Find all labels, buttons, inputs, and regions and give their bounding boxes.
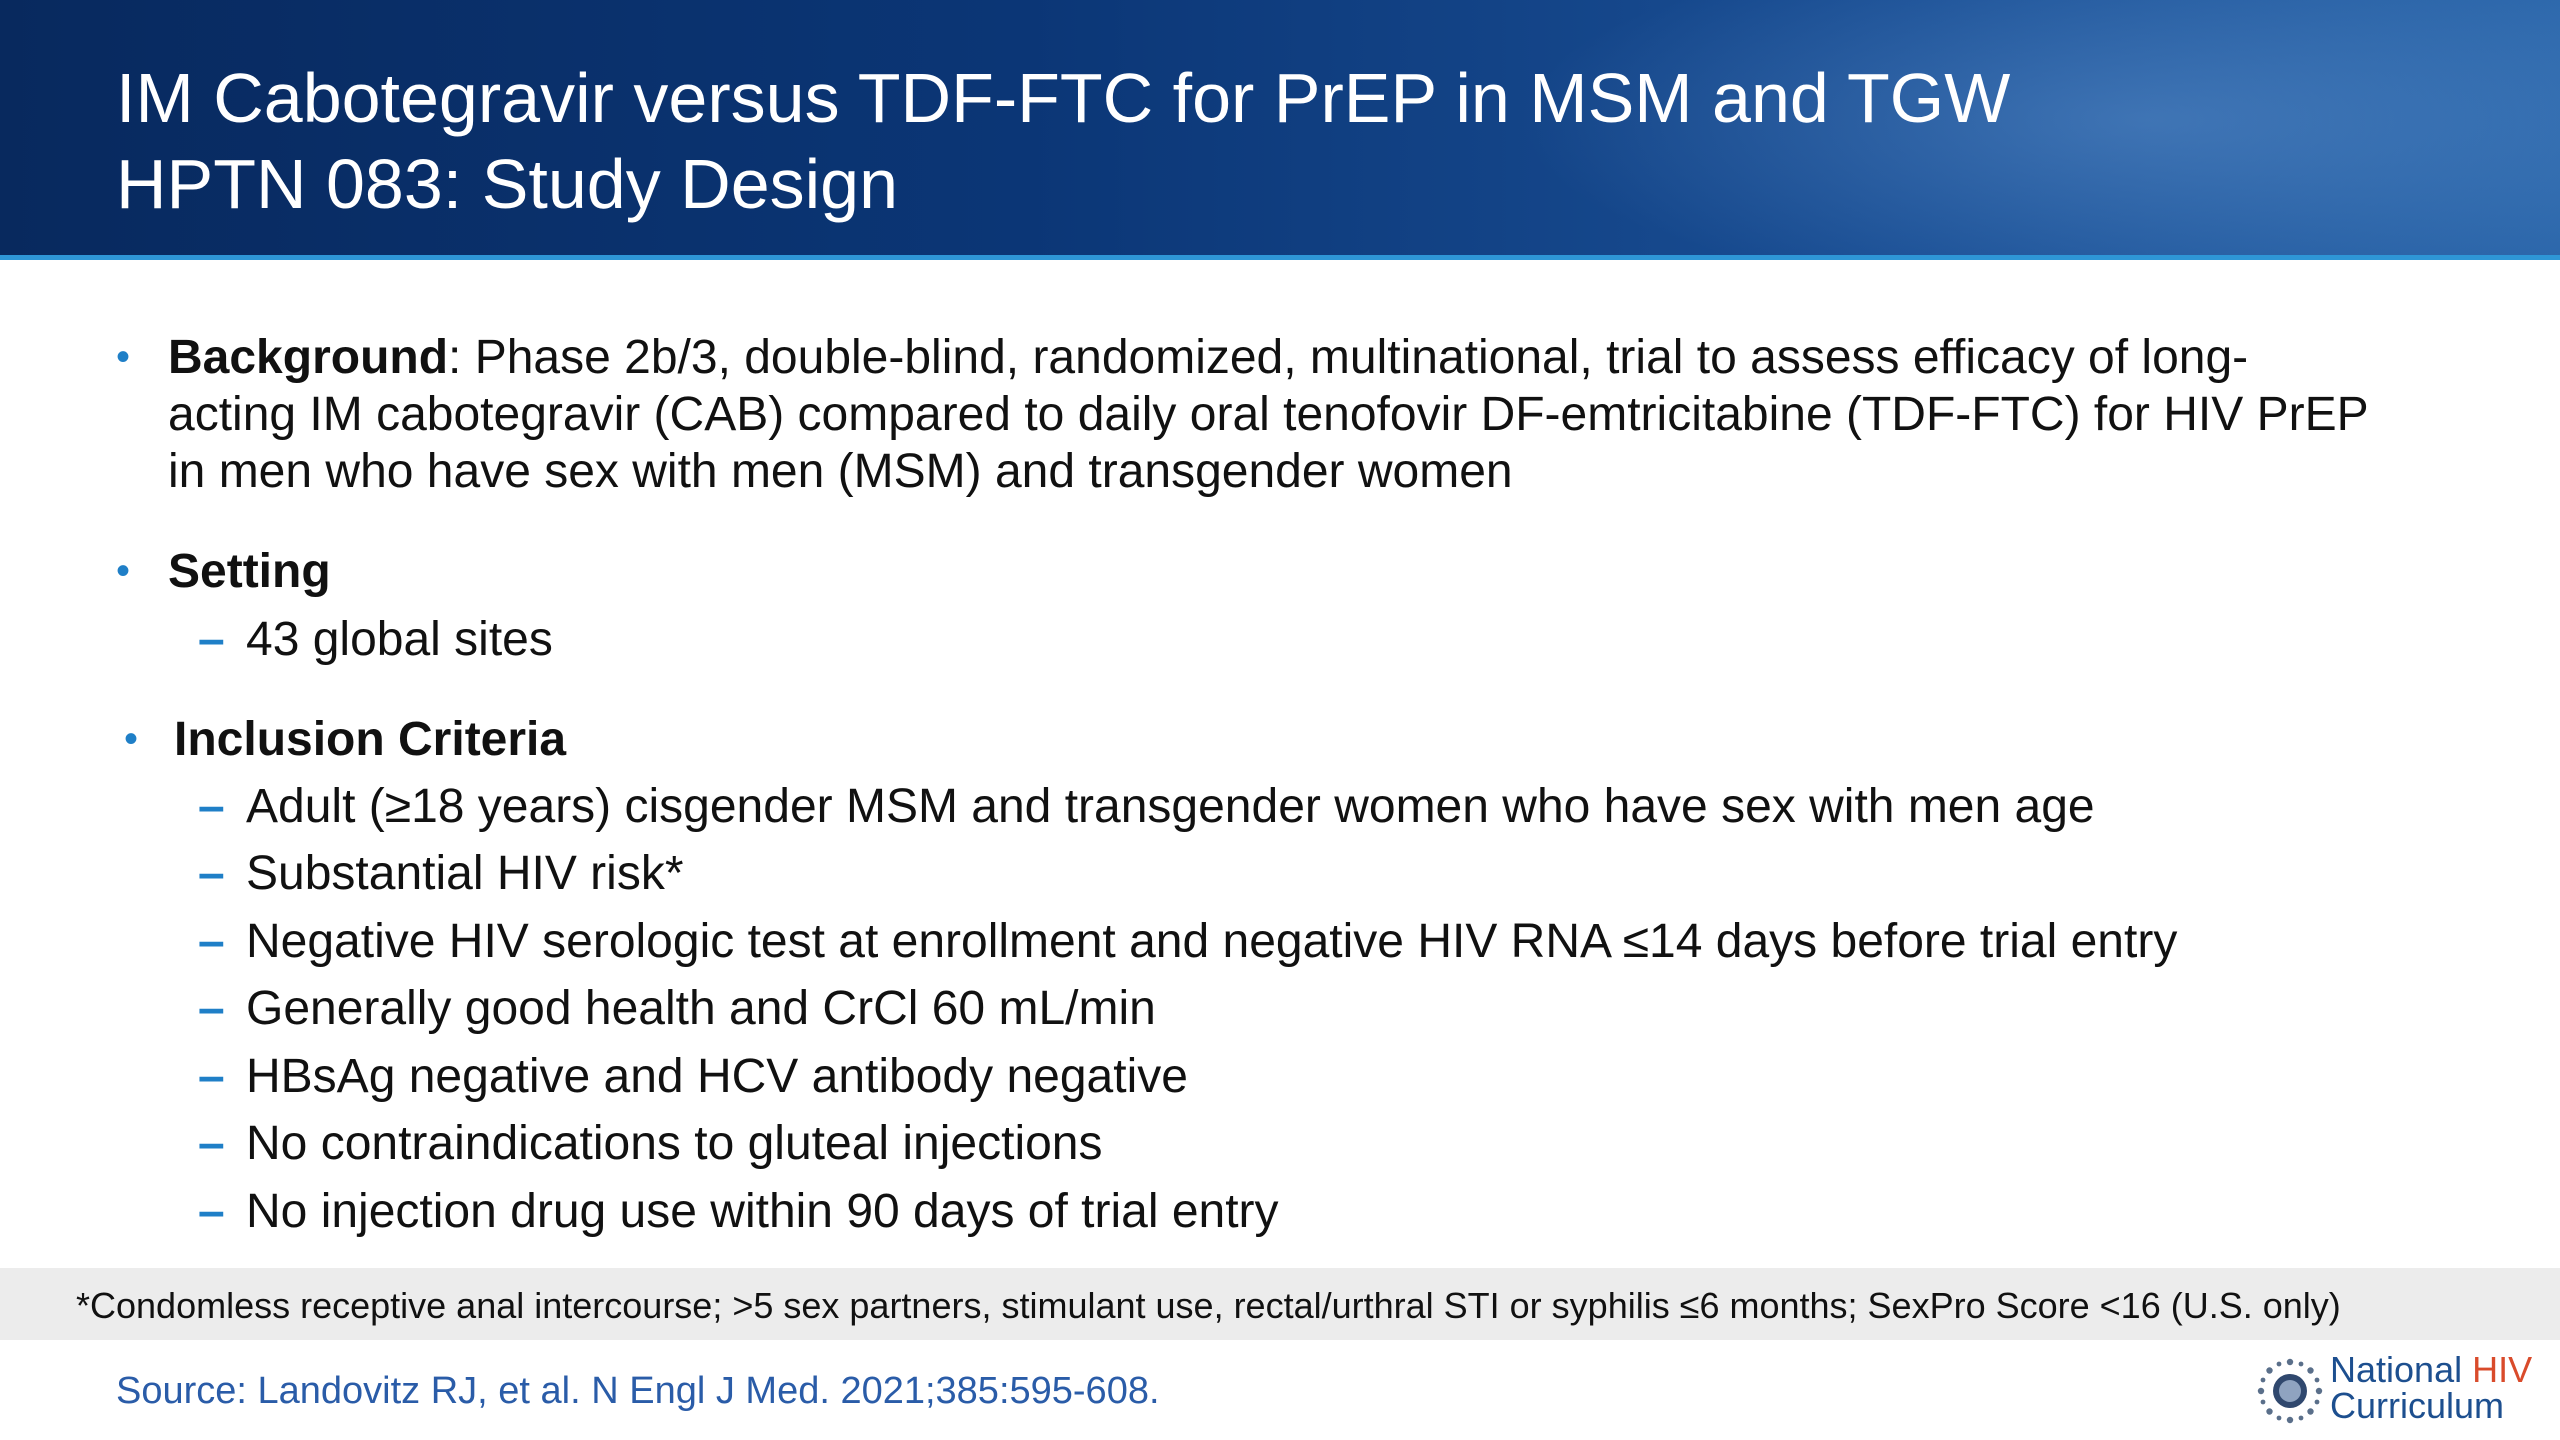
bullet-lead-setting: Setting [168, 545, 331, 598]
background-line-1: : Phase 2b/3, double-blind, randomized, multinational, trial to assess efficacy of long- [448, 331, 2249, 384]
title-line-2: HPTN 083: Study Design [116, 145, 899, 223]
header-divider [0, 255, 2560, 260]
dash-marker: – [198, 982, 225, 1035]
dash-marker: – [198, 847, 225, 900]
sun-gear-icon [2255, 1356, 2325, 1426]
footnote: *Condomless receptive anal intercourse; >5 sex partners, stimulant use, rectal/urthral STI or syphilis ≤6 months; SexPro Score <16 (U.S. only) [76, 1285, 2341, 1326]
slide-title [116, 55, 2416, 227]
bullet-dot: • [124, 717, 139, 761]
bullet-dot: • [116, 549, 131, 593]
dash-marker: – [198, 1117, 225, 1170]
background-line-2: acting IM cabotegravir (CAB) compared to daily oral tenofovir DF-emtricitabine (TDF-FTC) for HIV PrEP [168, 388, 2369, 441]
national-hiv-curriculum-logo [2255, 1349, 2545, 1430]
logo-word-national: National [2330, 1349, 2473, 1390]
background-line-3: in men who have sex with men (MSM) and transgender women [168, 445, 1513, 498]
dash-marker: – [198, 613, 225, 666]
source-citation: Source: Landovitz RJ, et al. N Engl J Med. 2021;385:595-608. [116, 1370, 1160, 1412]
logo-word-curriculum: Curriculum [2330, 1385, 2505, 1426]
logo-wordmark [2330, 1349, 2533, 1426]
dash-marker: – [198, 1185, 225, 1238]
bullet-lead-background: Background [168, 331, 449, 384]
logo-word-hiv: HIV [2472, 1349, 2533, 1390]
bullet-lead-inclusion: Inclusion Criteria [174, 713, 567, 766]
slide-header [0, 0, 2560, 255]
title-line-1: IM Cabotegravir versus TDF-FTC for PrEP in MSM and TGW [116, 59, 2011, 137]
dash-marker: – [198, 1050, 225, 1103]
bullet-dot: • [116, 335, 131, 379]
dash-marker: – [198, 915, 225, 968]
dash-marker: – [198, 780, 225, 833]
